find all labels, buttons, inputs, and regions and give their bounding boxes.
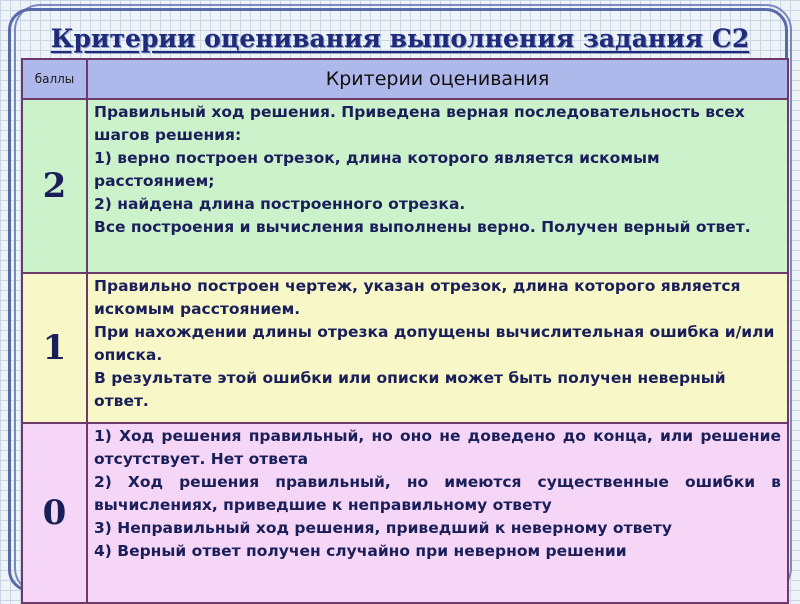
- criteria-line: 2) найдена длина построенного отрезка.: [94, 195, 466, 213]
- criteria-cell: [87, 423, 788, 603]
- criteria-line: Все построения и вычисления выполнены верно. Получен верный ответ.: [94, 218, 751, 236]
- criteria-line: При нахождении длины отрезка допущены вычислительная ошибка и/или описка.: [94, 323, 775, 364]
- criteria-line: В результате этой ошибки или описки может быть получен неверный ответ.: [94, 369, 726, 410]
- criteria-line: 3) Неправильный ход решения, приведший к неверному ответу: [94, 519, 672, 537]
- score-cell: 0: [22, 423, 87, 603]
- criteria-line: Правильно построен чертеж, указан отрезок, длина которого является искомым расстоянием.: [94, 277, 741, 318]
- criteria-line: 1) Ход решения правильный, но оно не доведено до конца, или решение отсутствует. Нет ответа: [94, 427, 781, 468]
- table-row: [22, 99, 788, 273]
- score-cell: 1: [22, 273, 87, 423]
- score-cell: 2: [22, 99, 87, 273]
- criteria-cell: [87, 273, 788, 423]
- header-criteria: Критерии оценивания: [87, 59, 788, 99]
- criteria-line: 1) верно построен отрезок, длина которого является искомым расстоянием;: [94, 149, 660, 190]
- criteria-cell: [87, 99, 788, 273]
- table-row: [22, 273, 788, 423]
- header-score: баллы: [22, 59, 87, 99]
- criteria-line: 2) Ход решения правильный, но имеются существенные ошибки в вычислениях, приведшие к неправильному ответу: [94, 473, 781, 514]
- criteria-line: Правильный ход решения. Приведена верная последовательность всех шагов решения:: [94, 103, 745, 144]
- table-row: [22, 423, 788, 603]
- criteria-line: 4) Верный ответ получен случайно при неверном решении: [94, 542, 627, 560]
- criteria-table: [21, 58, 789, 604]
- page-title: Критерии оценивания выполнения задания С2: [50, 24, 750, 53]
- table-header-row: [22, 59, 788, 99]
